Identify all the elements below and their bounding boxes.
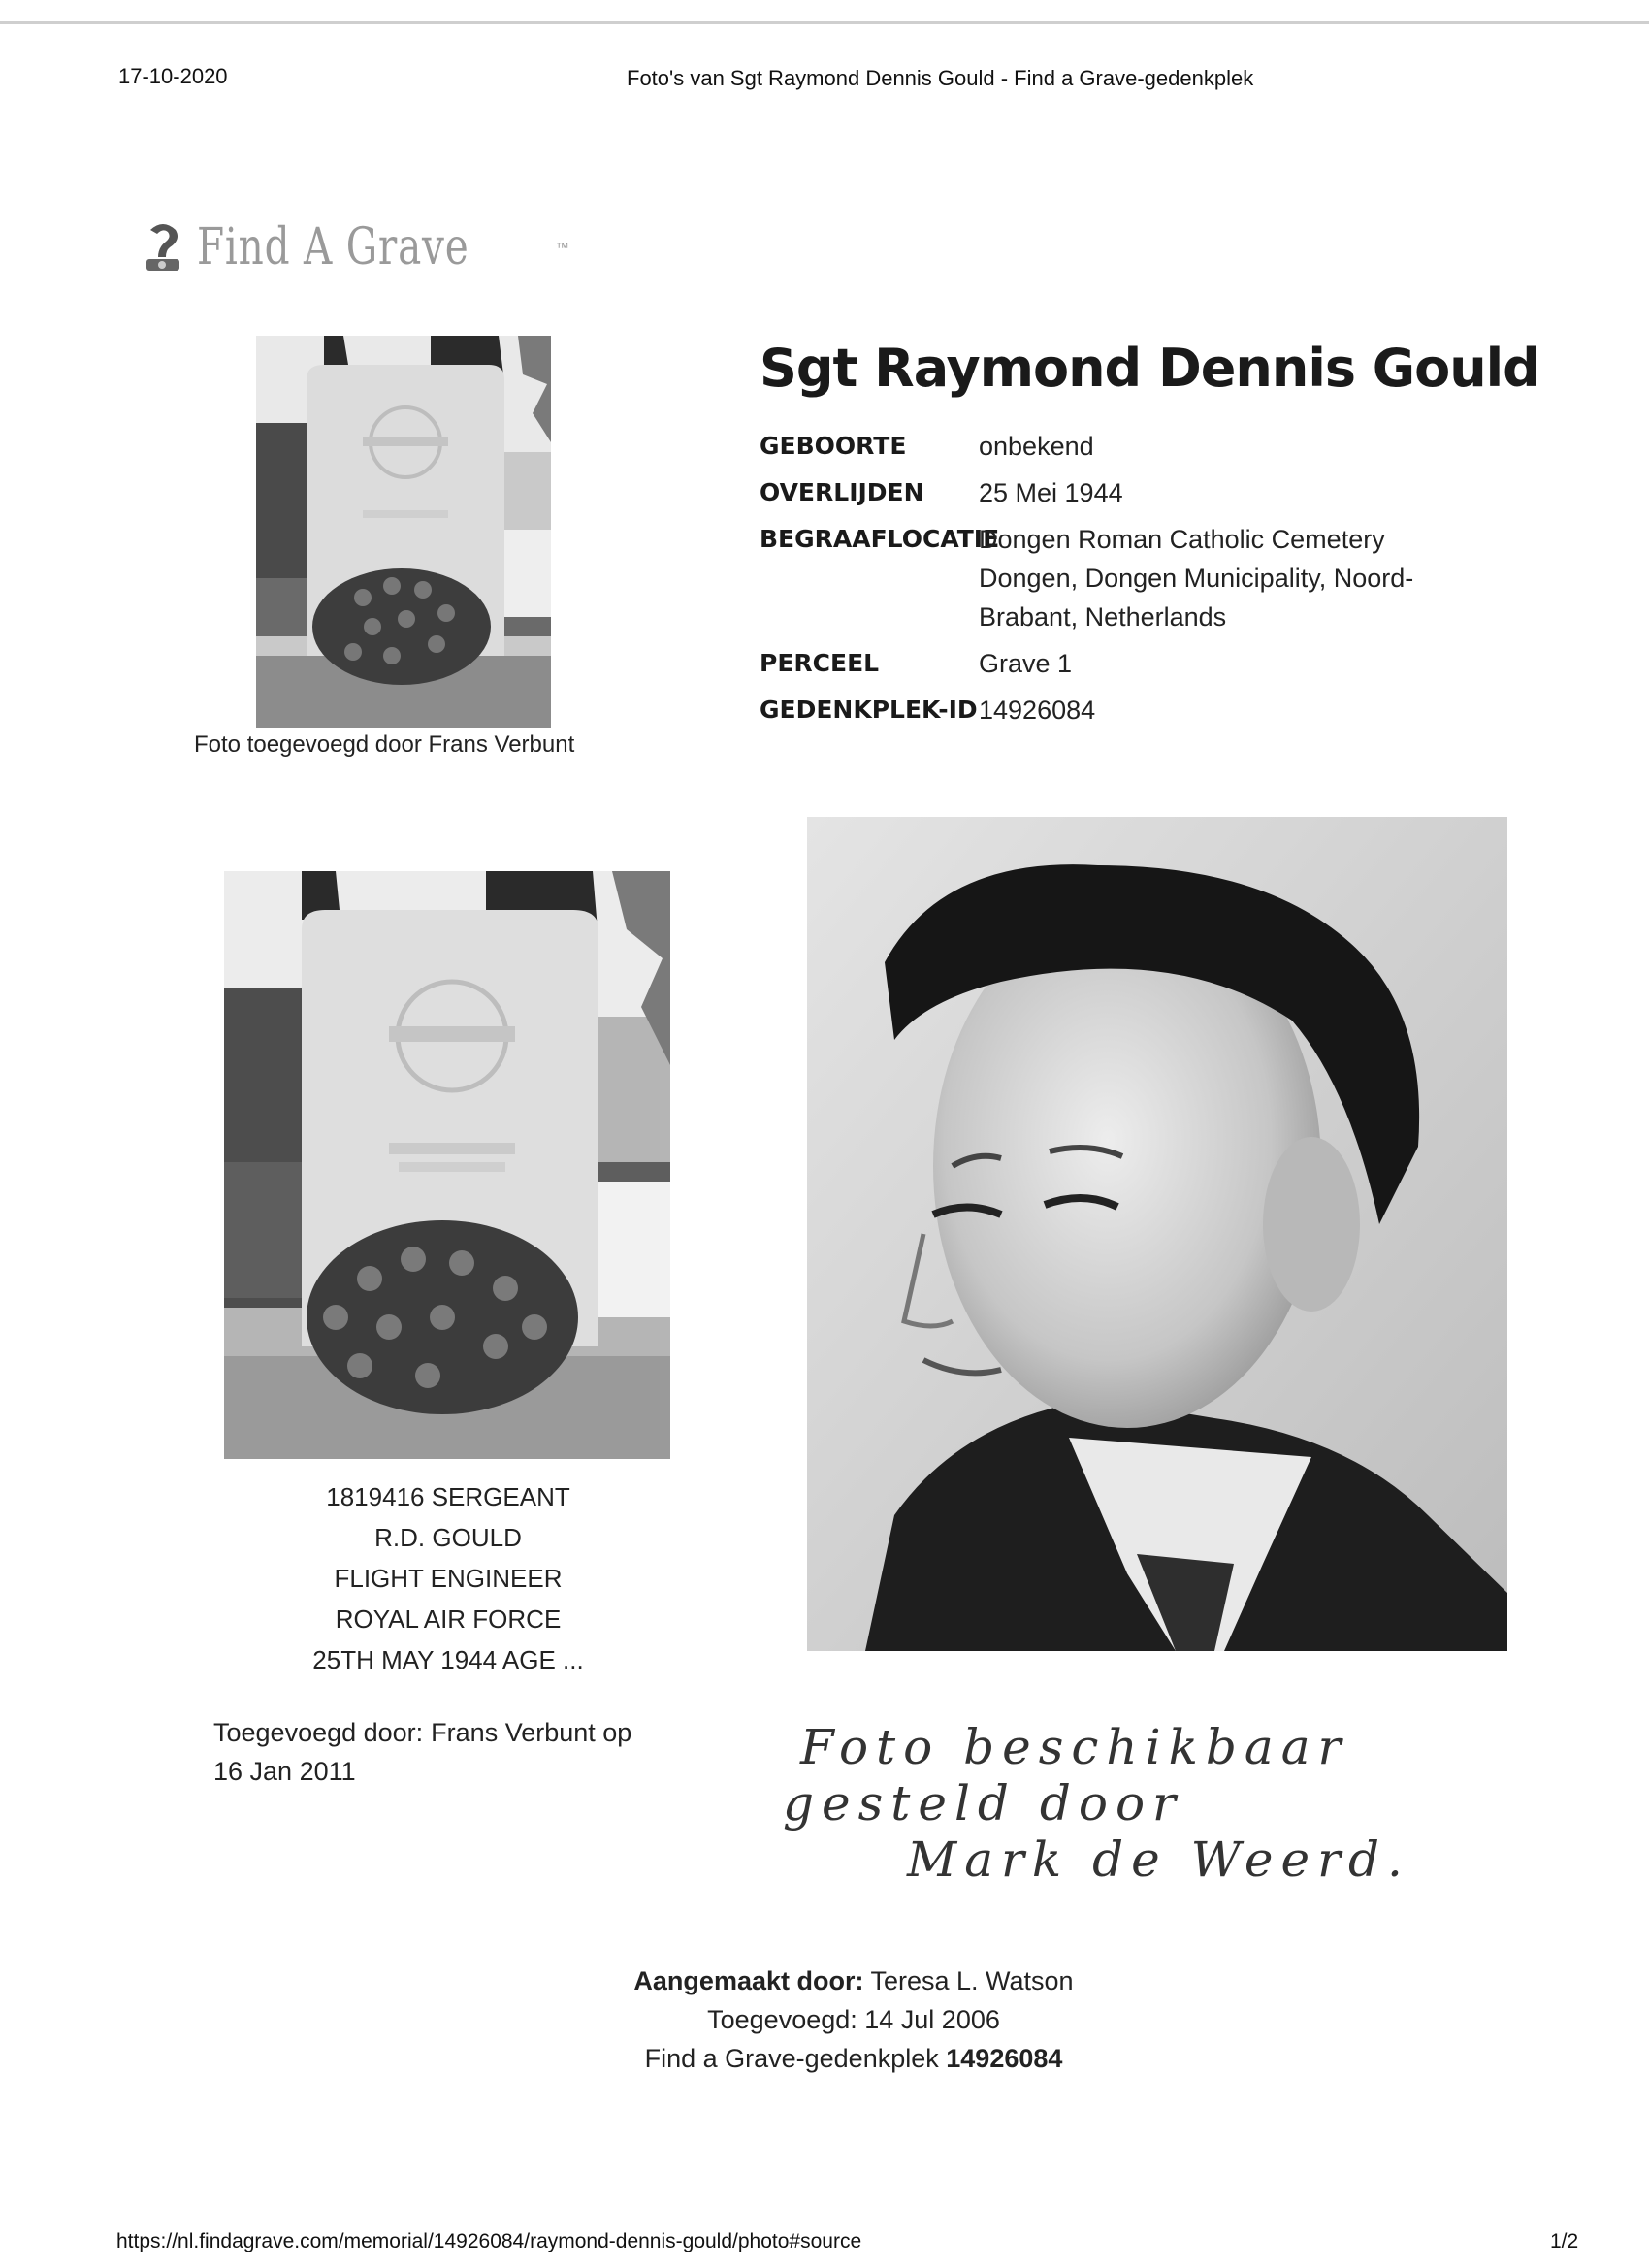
print-date: 17-10-2020 (118, 64, 228, 88)
handwritten-line: gesteld door (783, 1775, 1183, 1831)
grave-inscription (225, 1476, 671, 1680)
fact-value: Grave 1 (979, 649, 1073, 678)
fact-value: onbekend (979, 432, 1094, 461)
inscription-line: R.D. GOULD (374, 1523, 522, 1552)
fact-value (979, 520, 1497, 636)
fact-label: GEBOORTE (760, 432, 907, 460)
grave-photo-small[interactable] (256, 336, 551, 728)
print-title: Foto's van Sgt Raymond Dennis Gould - Find a Grave-gedenkplek (627, 66, 1254, 90)
burial-location-line: Brabant, Netherlands (979, 602, 1227, 632)
logo-text: Find A Grave (197, 218, 469, 276)
grave-photo-large[interactable] (224, 871, 670, 1459)
find-a-grave-logo-icon (139, 220, 187, 275)
burial-location-line: Dongen, Dongen Municipality, Noord- (979, 564, 1414, 593)
fact-plot (760, 644, 1497, 683)
memorial-name: Sgt Raymond Dennis Gould (760, 338, 1539, 399)
fact-label: PERCEEL (760, 649, 880, 677)
small-photo-caption: Foto toegevoegd door Frans Verbunt (194, 731, 575, 758)
fact-label: GEDENKPLEK-ID (760, 696, 978, 724)
photo-added-by (213, 1713, 669, 1791)
handwritten-line: Foto beschikbaar (800, 1719, 1349, 1775)
memorial-id-value: 14926084 (946, 2044, 1063, 2073)
memorial-added-date: Toegevoegd: 14 Jul 2006 (707, 2005, 1000, 2034)
fact-value: 25 Mei 1944 (979, 478, 1123, 507)
handwritten-line: Mark de Weerd. (907, 1831, 1410, 1888)
inscription-line: FLIGHT ENGINEER (334, 1564, 563, 1593)
find-a-grave-logo[interactable] (139, 218, 569, 276)
handwritten-note (771, 1719, 1470, 1888)
page-number: 1/2 (1550, 2230, 1579, 2252)
added-date: 16 Jan 2011 (213, 1757, 356, 1786)
inscription-line: ROYAL AIR FORCE (335, 1604, 562, 1634)
print-url: https://nl.findagrave.com/memorial/14926084/raymond-dennis-gould/photo#source (116, 2230, 862, 2252)
fact-value: 14926084 (979, 696, 1096, 725)
logo-trademark: ™ (555, 240, 569, 255)
created-by-user-link[interactable]: Teresa L. Watson (870, 1966, 1074, 1995)
memorial-meta (485, 1961, 1222, 2078)
created-by-label: Aangemaakt door: (633, 1966, 864, 1995)
cemetery-link[interactable]: Dongen Roman Catholic Cemetery (979, 525, 1385, 554)
inscription-line: 25TH MAY 1944 AGE ... (312, 1645, 584, 1674)
portrait-photo[interactable] (807, 817, 1507, 1651)
inscription-line: 1819416 SERGEANT (326, 1482, 570, 1511)
scan-edge (0, 21, 1649, 24)
fact-memorial-id (760, 691, 1497, 729)
fact-label: OVERLIJDEN (760, 478, 924, 506)
fact-label: BEGRAAFLOCATIE (760, 525, 1000, 553)
fact-death (760, 473, 1497, 512)
memorial-facts (760, 427, 1497, 737)
fact-burial (760, 520, 1497, 636)
added-by-user-link[interactable]: Frans Verbunt op (431, 1718, 632, 1747)
memorial-id-label: Find a Grave-gedenkplek (644, 2044, 939, 2073)
fact-birth (760, 427, 1497, 466)
added-by-label: Toegevoegd door: (213, 1718, 424, 1747)
